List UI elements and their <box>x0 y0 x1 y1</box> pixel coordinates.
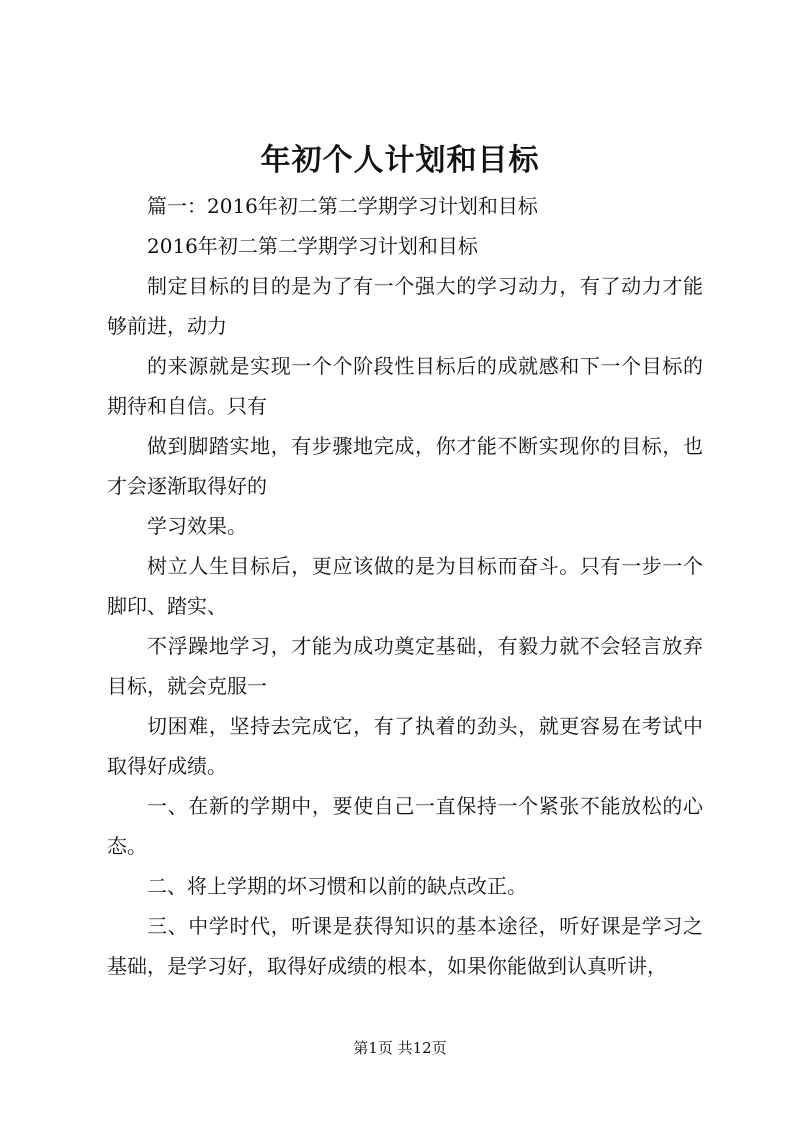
page-footer: 第1页 共12页 <box>353 1039 447 1057</box>
paragraph: 制定目标的目的是为了有一个强大的学习动力，有了动力才能够前进，动力 <box>107 274 703 338</box>
paragraph: 切困难，坚持去完成它，有了执着的劲头，就更容易在考试中取得好成绩。 <box>107 714 703 778</box>
document-title: 年初个人计划和目标 <box>260 143 540 178</box>
paragraph: 做到脚踏实地，有步骤地完成，你才能不断实现你的目标，也才会逐渐取得好的 <box>107 434 703 498</box>
paragraph: 二、将上学期的坏习惯和以前的缺点改正。 <box>147 874 527 898</box>
paragraph: 一、在新的学期中，要使自己一直保持一个紧张不能放松的心态。 <box>107 794 703 858</box>
paragraph: 不浮躁地学习，才能为成功奠定基础，有毅力就不会轻言放弃目标，就会克服一 <box>107 634 703 698</box>
paragraph: 树立人生目标后，更应该做的是为目标而奋斗。只有一步一个脚印、踏实、 <box>107 554 703 618</box>
paragraph: 三、中学时代，听课是获得知识的基本途径，听好课是学习之基础，是学习好，取得好成绩的根本，如果你能做到认真听讲， <box>107 914 703 978</box>
paragraph: 学习效果。 <box>147 514 247 538</box>
document-body <box>107 186 703 986</box>
paragraph: 2016年初二第二学期学习计划和目标 <box>147 234 478 258</box>
paragraph: 篇一：2016年初二第二学期学习计划和目标 <box>147 194 538 218</box>
paragraph: 的来源就是实现一个个阶段性目标后的成就感和下一个目标的期待和自信。只有 <box>107 354 703 418</box>
